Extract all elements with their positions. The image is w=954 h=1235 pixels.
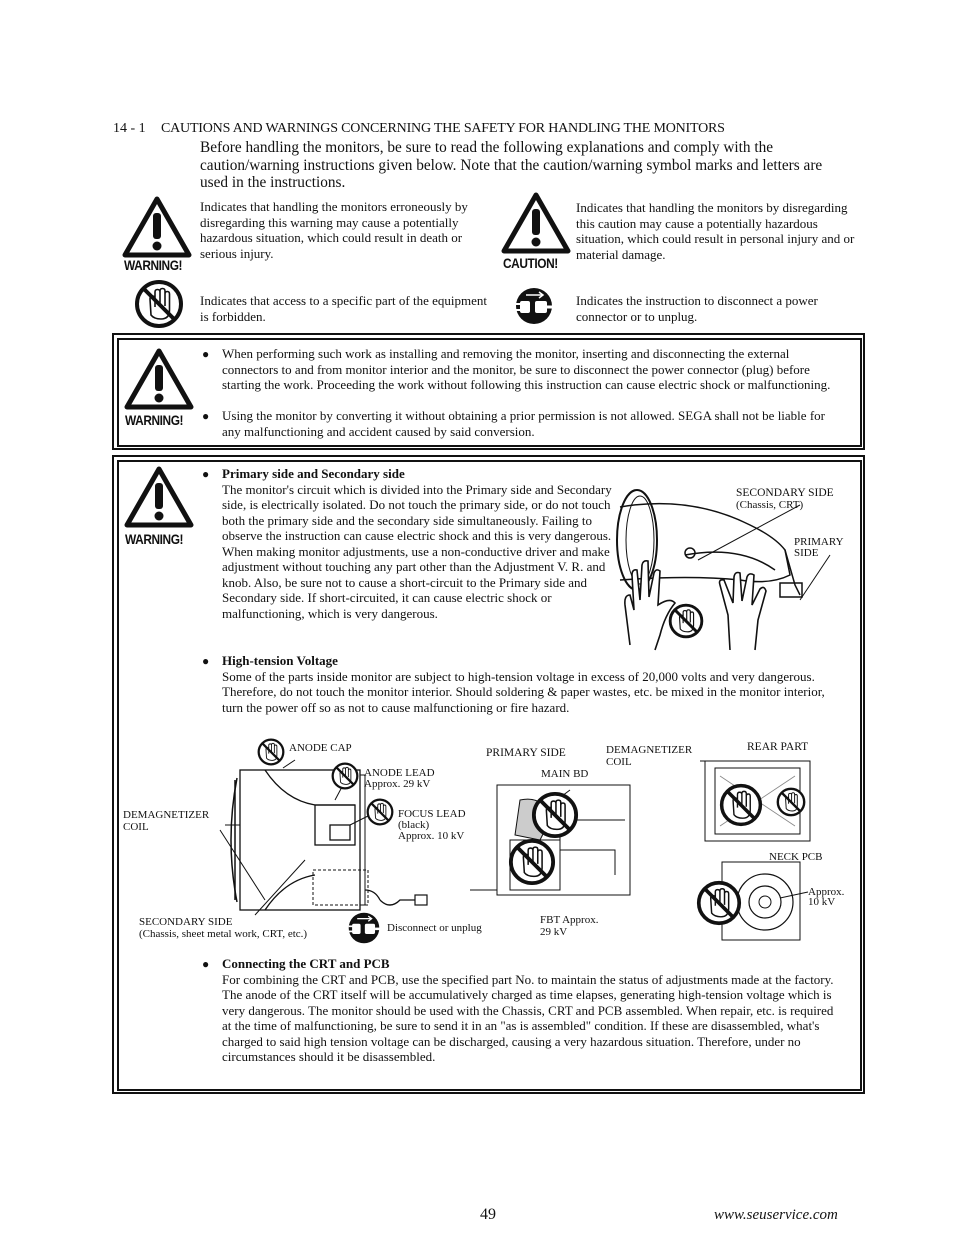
no-hand-icon (134, 279, 184, 329)
caution-description: Indicates that handling the monitors by disregarding this caution may cause a potentially hazardous situation, which could result in personal injury and or material damage. (576, 200, 855, 262)
rear-part-label: REAR PART (747, 741, 809, 753)
no-hand-icon (366, 798, 394, 826)
primary-side-label: PRIMARY SIDE (486, 747, 566, 759)
unplug-icon (514, 286, 554, 326)
focus-lead-label: FOCUS LEAD (398, 808, 466, 820)
box1-warning-label: WARNING! (125, 412, 184, 428)
bullet-icon (202, 408, 222, 439)
anode-lead-voltage: Approx. 29 kV (364, 778, 431, 790)
neck-voltage-label: 10 kV (808, 896, 836, 908)
bullet-icon (202, 466, 222, 621)
unplug-icon (347, 911, 381, 945)
box1-bullet-1 (202, 346, 842, 393)
disconnect-label: Disconnect or unplug (387, 922, 482, 934)
fbt-voltage: 29 kV (540, 926, 568, 938)
crt-pcb-text: For combining the CRT and PCB, use the specified part No. to maintain the status of adjustments made at the factory. The anode of the CRT itself will be accumulatively charged as time elapses, generating high-tension voltage which is very dangerous. The monitor should be used with the Chassis, CRT and PCB assembled. When repair, etc. is required at the time of malfunctioning, be sure to send it in an "as is assembled" condition. If these are disassembled, what's charged to said high tension voltage can be discharged, causing a very hazardous situation. Therefore, under no circumstances should it be disassembled. (222, 971, 834, 1064)
no-hand-icon (719, 783, 763, 827)
demagnetizer-coil-label: DEMAGNETIZER (606, 744, 693, 756)
fig2-secondary-side: SECONDARY SIDE (139, 916, 233, 928)
primary-secondary-bullet (202, 466, 612, 621)
neck-approx-label: Approx. (808, 886, 845, 898)
page-number: 49 (480, 1206, 496, 1223)
main-bd-label: MAIN BD (541, 768, 589, 780)
no-hand-icon (531, 791, 579, 839)
box1-bullet-2 (202, 408, 842, 439)
warning-triangle-icon (122, 196, 192, 258)
crt-pcb-bullet (202, 956, 842, 1065)
forbidden-description: Indicates that access to a specific part of the equipment is forbidden. (200, 293, 487, 324)
focus-lead-color: (black) (398, 819, 430, 831)
no-hand-icon (257, 738, 285, 766)
footer-url: www.seuservice.com (714, 1207, 838, 1223)
primary-secondary-title: Primary side and Secondary side (222, 466, 405, 481)
demagnetizer-label: DEMAGNETIZER (123, 809, 210, 821)
bullet-text: Using the monitor by converting it without obtaining a prior permission is not allowed. SEGA shall not be liable for any malfunctioning and accident caused by said conversion. (222, 408, 825, 439)
bullet-icon (202, 653, 222, 715)
coil-label: COIL (123, 821, 149, 833)
bullet-icon (202, 346, 222, 393)
warning-triangle-icon (124, 348, 194, 410)
warning-label: WARNING! (124, 257, 183, 273)
bullet-icon (202, 956, 222, 1065)
primary-secondary-text: The monitor's circuit which is divided into the Primary side and Secondary side, is electrically isolated. Do not touch the primary side, or do not touch both the primary side and the secondary side simultaneously. Failing to observe the instruction can cause electric shock and this is very dangerous. When making monitor adjustments, use a non-conductive driver and make adjustment without touching any part other than the Adjustment V. R. and knob. Also, be sure not to cause a short-circuit to the Primary side and Secondary side. If short-circuited, it can cause electric shock or malfunctioning, which is very dangerous. (222, 481, 612, 621)
fig2-secondary-sub: (Chassis, sheet metal work, CRT, etc.) (139, 928, 308, 940)
no-hand-icon (331, 762, 359, 790)
anode-lead-label: ANODE LEAD (364, 767, 435, 779)
fig1-side: SIDE (794, 547, 819, 559)
anode-cap-label: ANODE CAP (289, 742, 352, 754)
demagnetizer-coil-label-2: COIL (606, 756, 632, 768)
fig1-secondary-side: SECONDARY SIDE (736, 487, 834, 499)
high-tension-text: Some of the parts inside monitor are subject to high-tension voltage in excess of 20,000 volts and very dangerous. Therefore, do not touch the monitor interior. Should soldering & paper wastes, etc. be mixed in the monitor interior, turn the power off so as not to cause malfunctioning or fire hazard. (222, 668, 825, 715)
warning-triangle-icon (124, 466, 194, 528)
section-number: 14 - 1 (113, 121, 146, 136)
bullet-text: When performing such work as installing and removing the monitor, inserting and disconnecting the external connectors to and from monitor interior and the monitor, be sure to disconnect the power connector (plug) before starting the work. Proceeding the work without following this instruction can cause electric shock or malfunctioning. (222, 346, 831, 392)
neck-pcb-label: NECK PCB (769, 851, 823, 863)
no-hand-icon (776, 787, 806, 817)
crt-hands-illustration (600, 485, 850, 655)
high-tension-title: High-tension Voltage (222, 653, 338, 668)
warning-description: Indicates that handling the monitors erroneously by disregarding this warning may cause a potentially hazardous situation, which could result in death or serious injury. (200, 199, 468, 261)
unplug-description: Indicates the instruction to disconnect a power connector or to unplug. (576, 293, 818, 324)
section-title: CAUTIONS AND WARNINGS CONCERNING THE SAFETY FOR HANDLING THE MONITORS (161, 121, 725, 136)
box2-warning-label: WARNING! (125, 531, 184, 547)
fig1-primary: PRIMARY (794, 536, 844, 548)
fbt-label: FBT Approx. (540, 914, 599, 926)
no-hand-icon (696, 880, 742, 926)
crt-pcb-title: Connecting the CRT and PCB (222, 956, 390, 971)
warning-triangle-icon (501, 192, 571, 254)
caution-label: CAUTION! (503, 255, 558, 271)
focus-lead-voltage: Approx. 10 kV (398, 830, 465, 842)
fig1-secondary-sub: (Chassis, CRT) (736, 499, 804, 511)
high-tension-bullet (202, 653, 842, 715)
intro-paragraph: Before handling the monitors, be sure to read the following explanations and comply with the caution/warning instructions given below. Note that the caution/warning symbol marks and letters are used in the instructions. (200, 139, 823, 191)
no-hand-icon (508, 838, 556, 886)
